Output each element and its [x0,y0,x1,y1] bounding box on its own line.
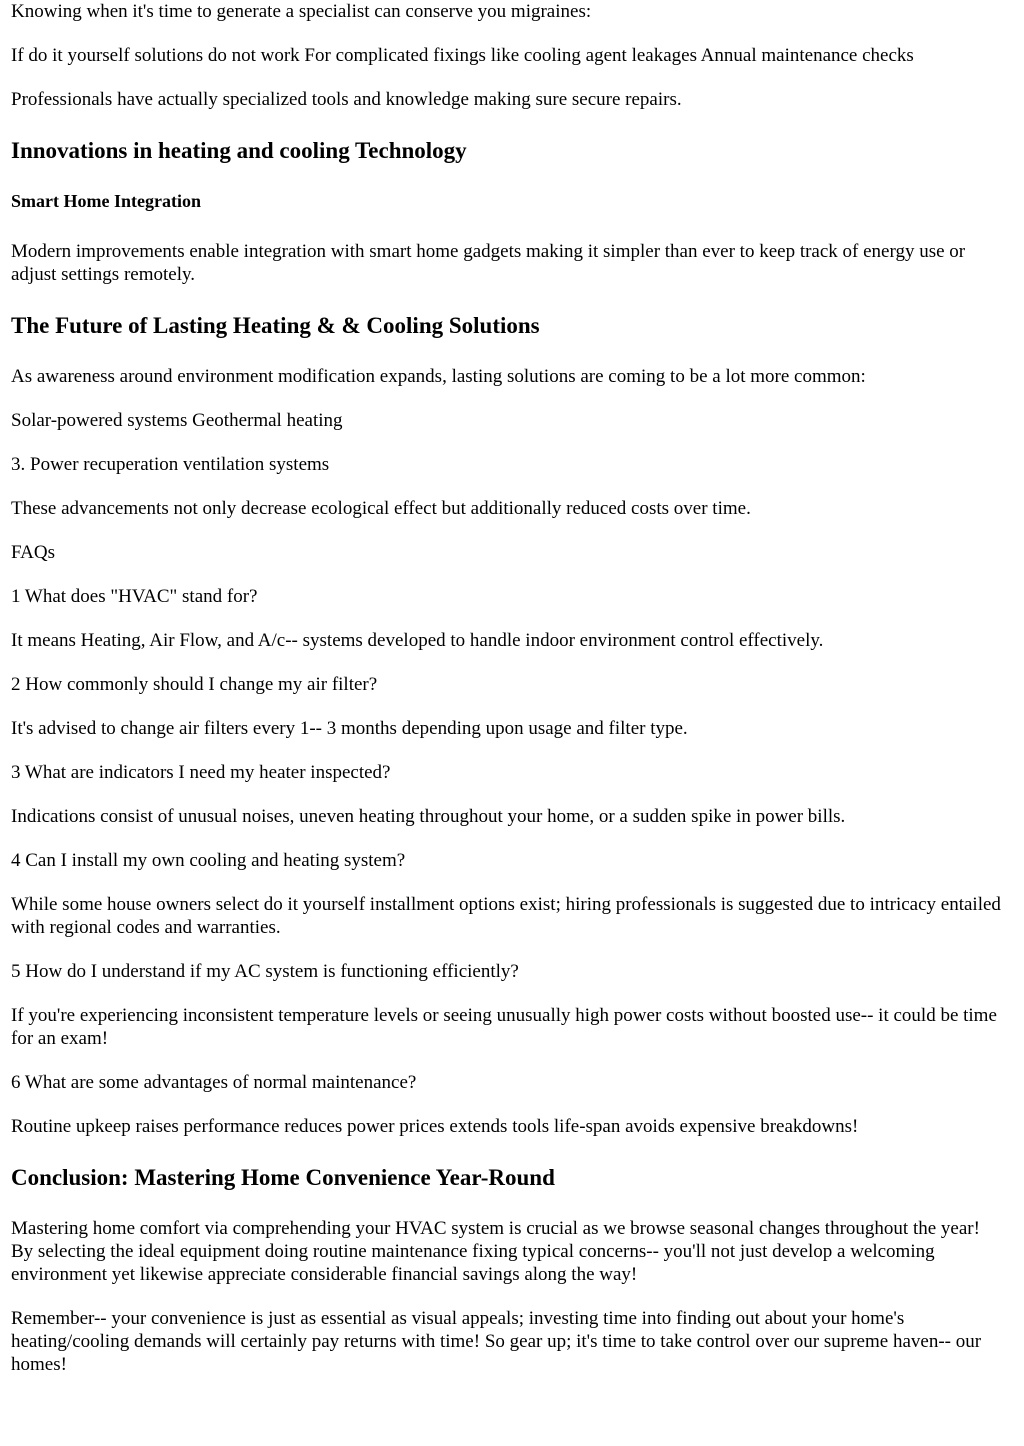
future-paragraph-1: As awareness around environment modification expands, lasting solutions are coming to be a lot more common: [11,366,866,387]
future-heading: The Future of Lasting Heating & & Cooling Solutions [11,313,540,338]
faq-answer: Routine upkeep raises performance reduces power prices extends tools life-span avoids expensive breakdowns! [11,1116,859,1137]
faq-question: 3 What are indicators I need my heater inspected? [11,762,391,783]
faq-answer: While some house owners select do it yourself installment options exist; hiring professionals is suggested due to intricacy entailed with regional codes and warranties. [11,894,1001,938]
faq-answer: If you're experiencing inconsistent temperature levels or seeing unusually high power costs without boosted use-- it could be time for an exam! [11,1005,997,1049]
faq-answer: It's advised to change air filters every 1-- 3 months depending upon usage and filter type. [11,718,688,739]
intro-paragraph-2: If do it yourself solutions do not work For complicated fixings like cooling agent leakages Annual maintenance checks [11,45,914,66]
innovations-heading: Innovations in heating and cooling Technology [11,138,467,163]
future-paragraph-2: Solar-powered systems Geothermal heating [11,410,343,431]
future-paragraph-3: 3. Power recuperation ventilation systems [11,454,330,475]
faq-question: 1 What does "HVAC" stand for? [11,586,258,607]
faqs-label: FAQs [11,542,55,563]
faq-question: 5 How do I understand if my AC system is functioning efficiently? [11,961,519,982]
faq-question: 2 How commonly should I change my air filter? [11,674,378,695]
innovations-paragraph: Modern improvements enable integration with smart home gadgets making it simpler than ever to keep track of energy use or adjust settings remotely. [11,241,966,285]
faq-answer: It means Heating, Air Flow, and A/c-- systems developed to handle indoor environment control effectively. [11,630,824,651]
conclusion-heading: Conclusion: Mastering Home Convenience Year-Round [11,1165,555,1190]
conclusion-paragraph-2: Remember-- your convenience is just as essential as visual appeals; investing time into finding out about your home's heating/cooling demands will certainly pay returns with time! So gear up; it's time to take control over our supreme haven-- our homes! [11,1308,982,1375]
intro-paragraph-1: Knowing when it's time to generate a specialist can conserve you migraines: [11,1,592,22]
intro-paragraph-3: Professionals have actually specialized tools and knowledge making sure secure repairs. [11,89,682,110]
faq-answer: Indications consist of unusual noises, uneven heating throughout your home, or a sudden spike in power bills. [11,806,846,827]
faq-question: 4 Can I install my own cooling and heating system? [11,850,406,871]
smart-home-subheading: Smart Home Integration [11,191,201,211]
faq-question: 6 What are some advantages of normal maintenance? [11,1072,417,1093]
conclusion-paragraph-1: Mastering home comfort via comprehending your HVAC system is crucial as we browse seasonal changes throughout the year! By selecting the ideal equipment doing routine maintenance fixing typical concerns-- you'll not just develop a welcoming environment yet likewise appreciate considerable financial savings along the way! [11,1218,980,1285]
future-paragraph-4: These advancements not only decrease ecological effect but additionally reduced costs over time. [11,498,751,519]
